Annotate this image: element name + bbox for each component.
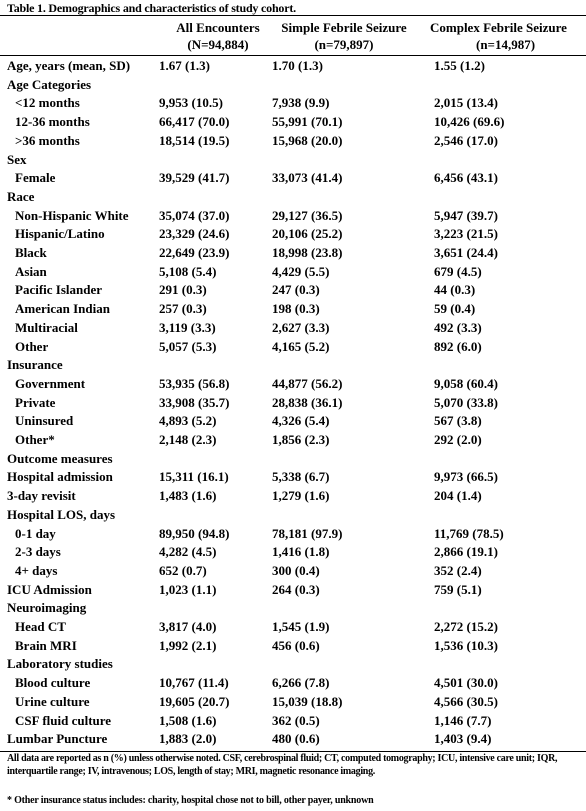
table-cell: 44 (0.3) xyxy=(434,282,476,298)
column-header-line2: (n=79,897) xyxy=(314,37,374,52)
table-row xyxy=(0,655,586,674)
table-row xyxy=(0,263,586,282)
table-cell: 20,106 (25.2) xyxy=(272,226,343,242)
table-cell: 2,148 (2.3) xyxy=(159,432,217,447)
table-cell: 1,856 (2.3) xyxy=(272,432,330,447)
table-cell: 2,627 (3.3) xyxy=(272,319,330,335)
table-cell: 89,950 (94.8) xyxy=(159,525,230,541)
table-cell: 23,329 (24.6) xyxy=(159,226,230,242)
table-cell: 292 (2.0) xyxy=(434,432,482,447)
row-label: American Indian xyxy=(15,301,110,317)
table-cell: 264 (0.3) xyxy=(272,581,320,597)
table-row xyxy=(0,712,586,731)
row-label: Age Categories xyxy=(7,76,92,92)
row-label: Female xyxy=(15,170,56,186)
table-cell: 1,883 (2.0) xyxy=(159,731,217,747)
row-label: Other* xyxy=(15,432,55,447)
table-cell: 1.55 (1.2) xyxy=(434,58,485,73)
table-cell: 28,838 (36.1) xyxy=(272,394,343,410)
table-cell: 18,998 (23.8) xyxy=(272,245,343,260)
row-label: <12 months xyxy=(15,95,80,111)
table-cell: 1,146 (7.7) xyxy=(434,712,492,728)
table-row xyxy=(0,450,586,469)
column-header-line2: (N=94,884) xyxy=(187,37,249,52)
table-cell: 2,015 (13.4) xyxy=(434,95,498,111)
row-label: Hospital LOS, days xyxy=(7,506,116,522)
table-cell: 300 (0.4) xyxy=(272,562,320,578)
table-row xyxy=(0,207,586,226)
table-cell: 18,514 (19.5) xyxy=(159,132,230,148)
table-cell: 78,181 (97.9) xyxy=(272,525,343,541)
table-row xyxy=(0,57,586,76)
row-label: Blood culture xyxy=(15,675,91,691)
table-row xyxy=(0,543,586,562)
table-row xyxy=(0,581,586,600)
table-cell: 1.70 (1.3) xyxy=(272,58,323,73)
table-cell: 44,877 (56.2) xyxy=(272,375,343,391)
table-cell: 4,165 (5.2) xyxy=(272,338,330,354)
row-label: Sex xyxy=(7,151,27,167)
row-label: 2-3 days xyxy=(15,544,61,560)
column-header-line2: (n=14,987) xyxy=(476,37,536,52)
table-cell: 5,947 (39.7) xyxy=(434,207,498,223)
table-cell: 4,893 (5.2) xyxy=(159,413,217,429)
row-label: Other xyxy=(15,338,49,354)
row-label: Laboratory studies xyxy=(7,656,113,672)
row-label: Multiracial xyxy=(15,319,78,335)
table-cell: 10,426 (69.6) xyxy=(434,114,505,130)
table-cell: 4,326 (5.4) xyxy=(272,413,330,429)
table-cell: 1,508 (1.6) xyxy=(159,712,217,728)
row-label: Lumbar Puncture xyxy=(7,731,108,747)
column-header-line1: Simple Febrile Seizure xyxy=(281,20,407,35)
table-row xyxy=(0,730,586,749)
table-cell: 35,074 (37.0) xyxy=(159,207,230,223)
table-row xyxy=(0,562,586,581)
table-cell: 4,429 (5.5) xyxy=(272,263,330,279)
table-row xyxy=(0,94,586,113)
table-cell: 652 (0.7) xyxy=(159,562,207,578)
table-cell: 2,546 (17.0) xyxy=(434,132,498,148)
table-cell: 5,070 (33.8) xyxy=(434,394,498,410)
table-row xyxy=(0,637,586,656)
table-cell: 5,108 (5.4) xyxy=(159,263,217,279)
table-cell: 11,769 (78.5) xyxy=(434,525,504,541)
table-row xyxy=(0,151,586,170)
row-label: Brain MRI xyxy=(15,637,77,653)
table-cell: 1,279 (1.6) xyxy=(272,488,330,504)
row-label: Race xyxy=(7,188,35,204)
row-label: 3-day revisit xyxy=(7,488,76,504)
row-label: Head CT xyxy=(15,619,66,634)
table-cell: 1,545 (1.9) xyxy=(272,619,330,634)
table-cell: 1,536 (10.3) xyxy=(434,637,498,653)
table-cell: 4,566 (30.5) xyxy=(434,693,498,709)
table-cell: 257 (0.3) xyxy=(159,301,207,317)
table-cell: 33,908 (35.7) xyxy=(159,394,230,410)
column-header-line1: All Encounters xyxy=(176,20,260,35)
table-row xyxy=(0,468,586,487)
table-row xyxy=(0,394,586,413)
row-label: Outcome measures xyxy=(7,450,113,466)
table-cell: 3,223 (21.5) xyxy=(434,226,498,242)
table-cell: 33,073 (41.4) xyxy=(272,170,343,186)
table-row xyxy=(0,412,586,431)
table-cell: 22,649 (23.9) xyxy=(159,245,230,260)
row-label: 4+ days xyxy=(15,562,58,578)
table-cell: 6,266 (7.8) xyxy=(272,675,330,691)
table-row xyxy=(0,281,586,300)
table-cell: 4,501 (30.0) xyxy=(434,675,498,691)
table-cell: 19,605 (20.7) xyxy=(159,693,230,709)
insurance-footnote: * Other insurance status includes: charity, hospital chose not to bill, other payer, unknown xyxy=(7,795,374,806)
table-cell: 2,272 (15.2) xyxy=(434,619,498,634)
row-label: CSF fluid culture xyxy=(15,712,112,728)
table-cell: 4,282 (4.5) xyxy=(159,544,217,560)
row-label: Neuroimaging xyxy=(7,600,87,616)
table-cell: 567 (3.8) xyxy=(434,413,482,429)
table-cell: 66,417 (70.0) xyxy=(159,114,230,130)
table-cell: 39,529 (41.7) xyxy=(159,170,230,186)
column-header-simple-febrile-seizure xyxy=(269,19,419,53)
table-cell: 7,938 (9.9) xyxy=(272,95,330,111)
table-row xyxy=(0,169,586,188)
table-cell: 5,338 (6.7) xyxy=(272,469,330,485)
row-label: 12-36 months xyxy=(15,114,90,130)
table-cell: 198 (0.3) xyxy=(272,301,320,317)
table-cell: 29,127 (36.5) xyxy=(272,207,343,223)
table-cell: 53,935 (56.8) xyxy=(159,375,230,391)
row-label: Private xyxy=(15,394,56,410)
row-label: ICU Admission xyxy=(7,581,92,597)
table-cell: 1,416 (1.8) xyxy=(272,544,330,560)
row-label: Black xyxy=(15,245,47,260)
row-label: Insurance xyxy=(7,357,63,373)
header-rule xyxy=(0,55,586,56)
table-title: Table 1. Demographics and characteristics of study cohort. xyxy=(7,1,296,15)
table-cell: 679 (4.5) xyxy=(434,263,482,279)
table-row xyxy=(0,225,586,244)
row-label: Non-Hispanic White xyxy=(15,207,129,223)
table-cell: 362 (0.5) xyxy=(272,712,320,728)
table-cell: 247 (0.3) xyxy=(272,282,320,298)
table-row xyxy=(0,188,586,207)
table-cell: 10,767 (11.4) xyxy=(159,675,229,691)
row-label: Asian xyxy=(15,263,47,279)
table-cell: 15,039 (18.8) xyxy=(272,693,343,709)
table-row xyxy=(0,319,586,338)
table-cell: 3,119 (3.3) xyxy=(159,319,216,335)
table-cell: 6,456 (43.1) xyxy=(434,170,498,186)
row-label: >36 months xyxy=(15,132,80,148)
table-row xyxy=(0,300,586,319)
row-label: Uninsured xyxy=(15,413,74,429)
table-row xyxy=(0,487,586,506)
table-footnote: All data are reported as n (%) unless otherwise noted. CSF, cerebrospinal fluid; CT, computed tomography; ICU, intensive care unit; IQR, interquartile range; IV, intravenous; LOS, length of stay; MRI, magnetic resonance imaging. xyxy=(7,753,558,777)
column-header-complex-febrile-seizure xyxy=(430,19,580,53)
table-bottom-rule xyxy=(0,751,586,752)
table-cell: 15,311 (16.1) xyxy=(159,469,229,485)
table-row xyxy=(0,599,586,618)
table-cell: 15,968 (20.0) xyxy=(272,132,343,148)
table-cell: 1.67 (1.3) xyxy=(159,58,210,73)
table-row xyxy=(0,76,586,95)
table-cell: 2,866 (19.1) xyxy=(434,544,498,560)
table-cell: 480 (0.6) xyxy=(272,731,320,747)
table-row xyxy=(0,525,586,544)
table-row xyxy=(0,506,586,525)
table-cell: 1,483 (1.6) xyxy=(159,488,217,504)
table-row xyxy=(0,132,586,151)
table-cell: 352 (2.4) xyxy=(434,562,482,578)
table-row xyxy=(0,113,586,132)
table-cell: 55,991 (70.1) xyxy=(272,114,343,130)
table-row xyxy=(0,693,586,712)
table-row xyxy=(0,431,586,450)
row-label: Age, years (mean, SD) xyxy=(7,58,131,73)
table-cell: 759 (5.1) xyxy=(434,581,482,597)
table-cell: 59 (0.4) xyxy=(434,301,476,317)
table-cell: 291 (0.3) xyxy=(159,282,207,298)
table-cell: 1,992 (2.1) xyxy=(159,637,217,653)
table-cell: 1,023 (1.1) xyxy=(159,581,217,597)
table-cell: 1,403 (9.4) xyxy=(434,731,492,747)
table-row xyxy=(0,375,586,394)
table-row xyxy=(0,338,586,357)
table-row xyxy=(0,356,586,375)
row-label: Pacific Islander xyxy=(15,282,103,298)
table-cell: 456 (0.6) xyxy=(272,637,320,653)
row-label: Hospital admission xyxy=(7,469,113,485)
table-cell: 3,651 (24.4) xyxy=(434,245,498,260)
table-cell: 9,058 (60.4) xyxy=(434,375,498,391)
table-row xyxy=(0,674,586,693)
row-label: 0-1 day xyxy=(15,525,56,541)
row-label: Hispanic/Latino xyxy=(15,226,105,242)
row-label: Government xyxy=(15,375,86,391)
row-label: Urine culture xyxy=(15,693,90,709)
table-cell: 9,953 (10.5) xyxy=(159,95,223,111)
table-row xyxy=(0,244,586,263)
table-cell: 5,057 (5.3) xyxy=(159,338,217,354)
table-cell: 9,973 (66.5) xyxy=(434,469,498,485)
table-cell: 3,817 (4.0) xyxy=(159,619,217,634)
table-top-rule xyxy=(0,15,586,16)
column-header-line1: Complex Febrile Seizure xyxy=(430,20,567,35)
table-row xyxy=(0,618,586,637)
table-cell: 492 (3.3) xyxy=(434,319,482,335)
table-cell: 892 (6.0) xyxy=(434,338,482,354)
table-cell: 204 (1.4) xyxy=(434,488,482,504)
